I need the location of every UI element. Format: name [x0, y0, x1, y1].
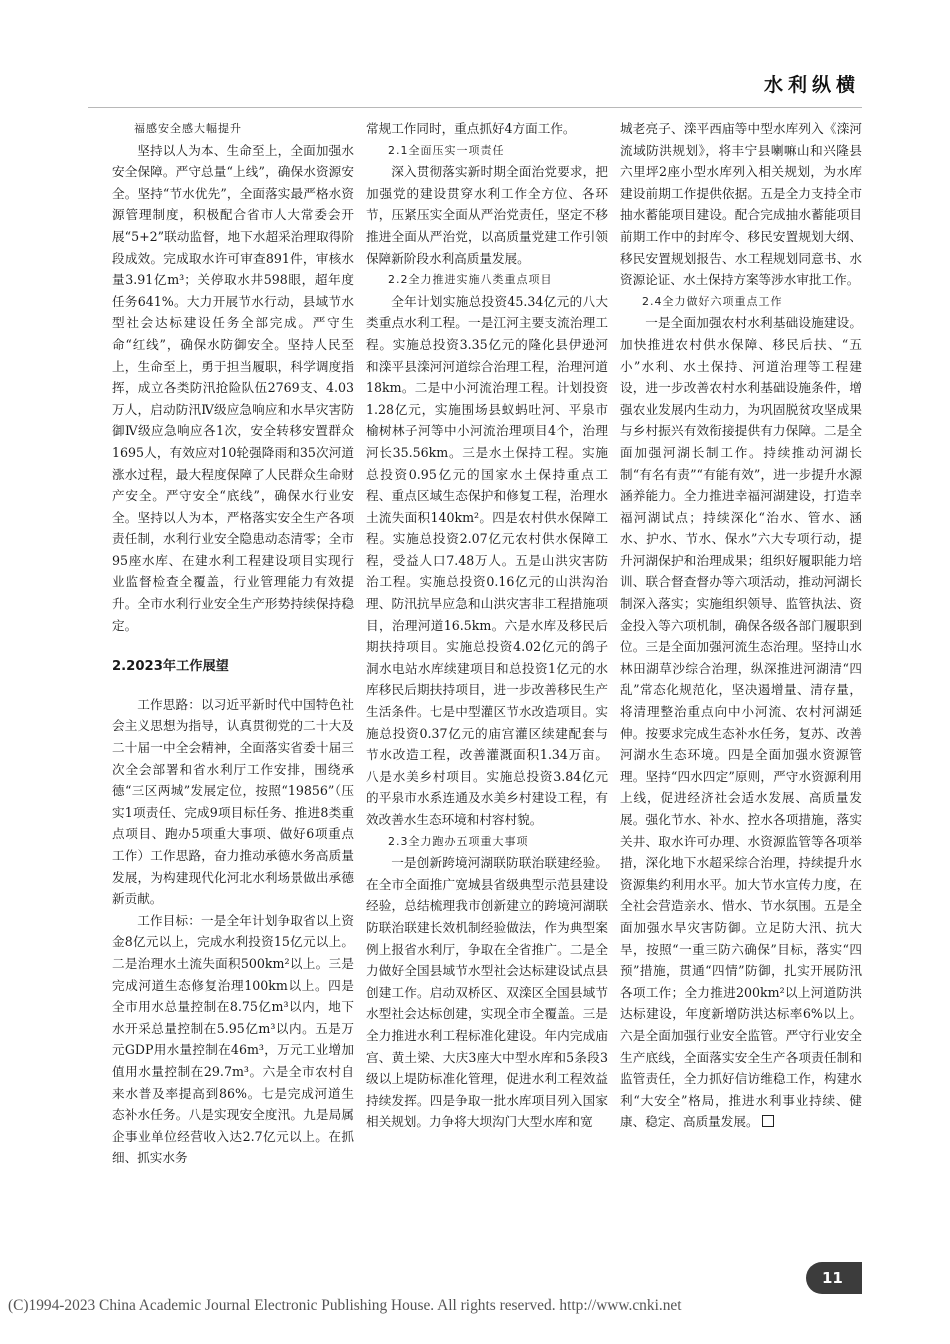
paragraph-key-tasks-text: 一是全面加强农村水利基础设施建设。加快推进农村供水保障、移民后扶、“五小”水利、水土保持、河道治理等工程建设，进一步改善农村水利基础设施条件，增强农业发展内生动力，为巩固脱贫攻坚成果与乡村振兴有效衔接提供有力保障。二是全面加强河湖长制工作。持续推动河湖长制“有名有责”“有能有效”，进一步提升水源涵养能力。全力推进幸福河湖建设，打造幸福河湖试点；持续深化“治水、管水、涵水、护水、节水、保水”六大专项行动，提升河湖保护和治理成果；组织好履职能力培训、联合督查督办等六项活动，推动河湖长制深入落实；实施组织领导、监管执法、资金投入等六项机制，确保各级各部门履职到位。三是全面加强河流生态治理。坚持山水林田湖草沙综合治理，纵深推进河湖清“四乱”常态化规范化，坚决遏增量、清存量，将清理整治重点向中小河流、农村河湖延伸。按要求完成生态补水任务，复苏、改善河湖水生态环境。四是全面加强水资源管理。坚持“四水四定”原则，严守水资源利用上线，促进经济社会适水发展、高质量发展。强化节水、补水、控水各项措施，落实关井、取水许可办理、水资源监管等各项举措，深化地下水超采综合治理，持续提升水资源集约利用水平。加大节水宣传力度，在全社会营造亲水、惜水、节水氛围。五是全面加强水旱灾害防御。立足防大汛、抗大旱，按照“一重三防六确保”目标，落实“四预”措施，贯通“四情”防御，扎实开展防汛各项工作；全力推进200km²以上河道防洪达标建设，年度新增防洪达标率6%以上。六是全面加强行业安全监管。严守行业安全生产底线，全面落实安全生产各项责任制和监管责任，全力抓好信访维稳工作，构建水利“大安全”格局，推进水利事业持续、健康、稳定、高质量发展。	[620, 315, 862, 1130]
page-number: 11	[822, 1269, 843, 1287]
paragraph-work-ideas: 工作思路：以习近平新时代中国特色社会主义思想为指导，认真贯彻党的二十大及二十届一中全会精神，全面落实省委十届三次全会部署和省水利厅工作安排，围绕承德“三区两城”发展定位，按照“19856”（压实1项责任、完成9项目标任务、推进8类重点项目、跑办5项重大事项、做好6项重点工作）工作思路，奋力推动承德水务高质量发展，为构建现代化河北水利场景做出承德新贡献。	[112, 696, 354, 907]
end-of-article-icon	[762, 1115, 774, 1127]
text-column-2	[366, 118, 608, 1133]
text-column-3	[620, 118, 862, 1133]
copyright-footer: (C)1994-2023 China Academic Journal Electronic Publishing House. All rights reserved. http://www.cnki.net	[8, 1297, 682, 1314]
paragraph-key-projects: 全年计划实施总投资45.34亿元的八大类重点水利工程。一是江河主要支流治理工程。实施总投资3.35亿元的隆化县伊逊河和滦平县滦河河道综合治理工程，治理河道18km。二是中小河流治理工程。计划投资1.28亿元，实施围场县蚁蚂吐河、平泉市榆树林子河等中小河流治理项目4个，治理河长35.56km。三是水土保持工程。实施总投资0.95亿元的国家水土保持重点工程、重点区域生态保护和修复工程，治理水土流失面积140km²。四是农村供水保障工程。实施总投资2.07亿元农村供水保障工程，受益人口7.48万人。五是山洪灾害防治工程。实施总投资0.16亿元的山洪沟治理、防汛抗旱应急和山洪灾害非工程措施项目，治理河道16.5km。六是水库及移民后期扶持项目。实施总投资4.02亿元的鸽子洞水电站水库续建项目和总投资1亿元的水库移民后期扶持项目，进一步改善移民生产生活条件。七是中型灌区节水改造项目。实施总投资0.37亿元的庙宫灌区续建配套与节水改造工程，改善灌溉面积1.34万亩。八是水美乡村项目。实施总投资3.84亿元的平泉市水系连通及水美乡村建设工程，有效改善水生态环境和村容村貌。	[366, 293, 608, 827]
paragraph-key-tasks	[620, 312, 862, 1133]
subheading-2-2: 2.2全力推进实施八类重点项目	[388, 273, 553, 287]
section-heading: 2.2023年工作展望	[112, 659, 229, 675]
subheading-2-1: 2.1全面压实一项责任	[388, 143, 505, 157]
subheading-2-3: 2.3全力跑办五项重大事项	[388, 834, 529, 848]
header-divider	[88, 107, 862, 108]
paragraph-safety: 坚持以人为本、生命至上，全面加强水安全保障。严守总量“上线”，确保水资源安全。坚持“节水优先”，全面落实最严格水资源管理制度，积极配合省市人大常委会开展“5+2”联动监督，地下水超采治理取得阶段成效。完成取水许可审查891件，审核水量3.91亿m³；关停取水井598眼，超年度任务641%。大力开展节水行动，县域节水型社会达标建设任务全部完成。严守生命“红线”，确保水防御安全。坚持人民至上，生命至上，勇于担当履职，科学调度指挥，成立各类防汛抢险队伍2769支、4.03万人，启动防汛Ⅳ级应急响应和水旱灾害防御Ⅳ级应急响应各1次，安全转移安置群众1695人，有效应对10轮强降雨和35次河道涨水过程，最大程度保障了人民群众生命财产安全。严守安全“底线”，确保水行业安全。坚持以人为本，严格落实安全生产各项责任制，水利行业安全隐患动态清零；全市95座水库、在建水利工程建设项目实现行业监督检查全覆盖，行业管理能力有效提升。全市水利行业安全生产形势持续保持稳定。	[112, 142, 354, 633]
paragraph-party-building: 深入贯彻落实新时期全面治党要求，把加强党的建设贯穿水利工作全方位、各环节，压紧压实全面从严治党责任，坚定不移推进全面从严治党，以高质量党建工作引领保障新阶段水利高质量发展。	[366, 164, 608, 266]
subheading-2-4: 2.4全力做好六项重点工作	[642, 294, 783, 308]
paragraph-major-matters: 一是创新跨境河湖联防联治联建经验。在全市全面推广宽城县省级典型示范县建设经验，总结梳理我市创新建立的跨境河湖联防联治联建长效机制经验做法，作为典型案例上报省水利厅，争取在全省推广。二是全力做好全国县域节水型社会达标建设试点县创建工作。启动双桥区、双滦区全国县域节水型社会达标创建，实现全市全覆盖。三是全力推进水利工程标准化建设。年内完成庙宫、黄土梁、大庆3座大中型水库和5条段3级以上堤防标准化管理，促进水利工程效益持续发挥。四是争取一批水库项目列入国家相关规划。力争将大坝沟门大型水库和宽	[366, 855, 608, 1130]
journal-section-title: 水利纵横	[763, 74, 860, 96]
paragraph-continuation: 常规工作同时，重点抓好4方面工作。	[366, 121, 576, 136]
text-column-1	[112, 118, 354, 1169]
paragraph-continuation: 福感安全感大幅提升	[134, 122, 242, 135]
paragraph-work-goals: 工作目标：一是全年计划争取省以上资金8亿元以上，完成水利投资15亿元以上。二是治理水土流失面积500km²以上。三是完成河道生态修复治理100km以上。四是全市用水总量控制在8.75亿m³以内，地下水开采总量控制在5.95亿m³以内。五是万元GDP用水量控制在46m³，万元工业增加值用水量控制在29.7m³。六是全市农村自来水普及率提高到86%。七是完成河道生态补水任务。八是实现安全度汛。九是局属企事业单位经营收入达2.7亿元以上。在抓细、抓实水务	[112, 912, 354, 1166]
paragraph-continuation: 城老亮子、滦平西庙等中型水库列入《滦河流域防洪规划》，将丰宁县喇嘛山和兴隆县六里坪2座小型水库列入相关规划，为水库建设前期工作提供依据。五是全力支持全市抽水蓄能项目建设。配合完成抽水蓄能项目前期工作中的封库令、移民安置规划大纲、移民安置规划报告、水工程规划同意书、水资源论证、水土保持方案等涉水审批工作。	[620, 121, 862, 288]
